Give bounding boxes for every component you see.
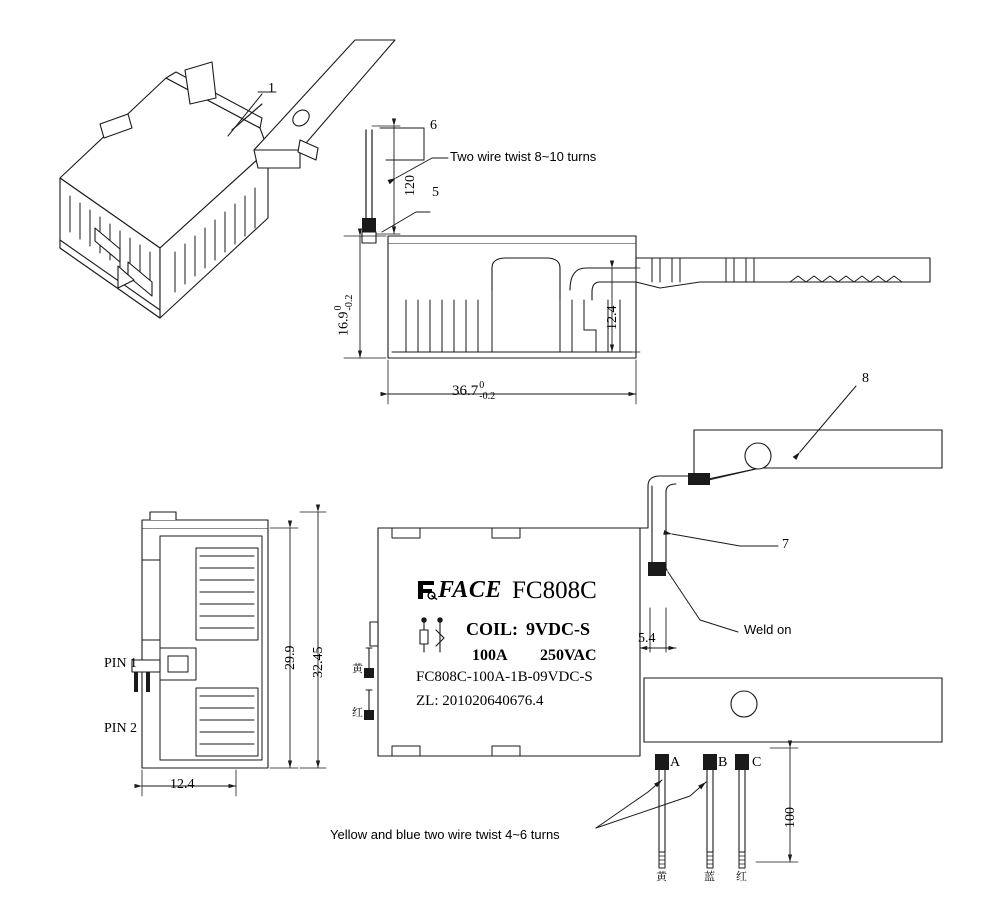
dim-16-9-value: 16.9	[336, 311, 352, 336]
isometric-relay-body	[60, 40, 395, 318]
terminal-c-label: C	[752, 755, 762, 770]
callout-8-label: 8	[862, 371, 869, 386]
wire-color-left-upper: 黄	[352, 663, 363, 675]
dim-120-label: 120	[403, 175, 418, 196]
dim-16-9-label	[334, 295, 355, 336]
callout-6-label: 6	[430, 118, 437, 133]
dim-side-32-45	[300, 512, 326, 768]
nameplate-serial: ZL: 201020640676.4	[416, 693, 544, 709]
nameplate-part-number: FC808C-100A-1B-09VDC-S	[416, 669, 593, 685]
nameplate-body-outline	[364, 528, 640, 756]
wire-color-bottom-b: 蓝	[704, 871, 715, 883]
upper-right-terminal	[640, 430, 942, 576]
side-elevation-body	[132, 512, 268, 768]
pin-1-label: PIN 1	[104, 656, 138, 671]
dim-wire-100	[756, 748, 798, 862]
dim-16-9-tol-lower: -0.2	[343, 294, 355, 311]
bottom-right-terminal	[644, 678, 942, 742]
dim-100-label: 100	[783, 807, 798, 828]
nameplate-brand-group	[416, 578, 502, 602]
nameplate-model: FC808C	[512, 577, 597, 604]
front-elevation-wire	[362, 130, 376, 243]
nameplate-current: 100A	[472, 647, 508, 664]
callout-5-label: 5	[432, 185, 439, 200]
terminal-a-label: A	[670, 755, 681, 770]
note-twist-bottom: Yellow and blue two wire twist 4~6 turns	[330, 827, 560, 842]
dim-width-36-7	[388, 360, 636, 404]
note-twist-top: Two wire twist 8~10 turns	[450, 149, 597, 164]
bottom-wire-leads	[655, 754, 749, 868]
dim-wire-120	[372, 126, 400, 234]
wire-color-left-lower: 红	[352, 707, 363, 719]
wire-color-bottom-c: 红	[736, 871, 747, 883]
note-weld-on: Weld on	[744, 622, 792, 637]
wire-color-bottom-a: 黄	[656, 871, 667, 883]
front-elevation-body	[388, 236, 636, 358]
dim-36-7-tol-upper: 0	[479, 380, 485, 391]
nameplate-coil-label: COIL:	[466, 619, 519, 639]
face-logo-icon	[416, 580, 438, 600]
nameplate-brand: FACE	[438, 577, 502, 603]
callout-1-label: 1	[268, 81, 275, 96]
dim-16-9-tol-upper: 0	[333, 305, 344, 311]
dim-12-4-side-label: 12.4	[170, 777, 195, 792]
dim-36-7-tol-lower: -0.2	[479, 390, 496, 402]
pin-2-label: PIN 2	[104, 721, 138, 736]
nameplate-coil-value: 9VDC-S	[526, 619, 591, 639]
dim-5-4-label: 5.4	[638, 631, 656, 646]
dim-32-45-label: 32.45	[311, 646, 326, 678]
callout-7-label: 7	[782, 537, 789, 552]
dim-36-7-value: 36.7	[452, 382, 479, 399]
terminal-b-label: B	[718, 755, 728, 770]
dim-36-7-label	[452, 381, 495, 402]
dim-12-4-front-label: 12.4	[605, 305, 620, 330]
nameplate-voltage: 250VAC	[540, 647, 597, 664]
dim-29-9-label: 29.9	[283, 645, 298, 670]
